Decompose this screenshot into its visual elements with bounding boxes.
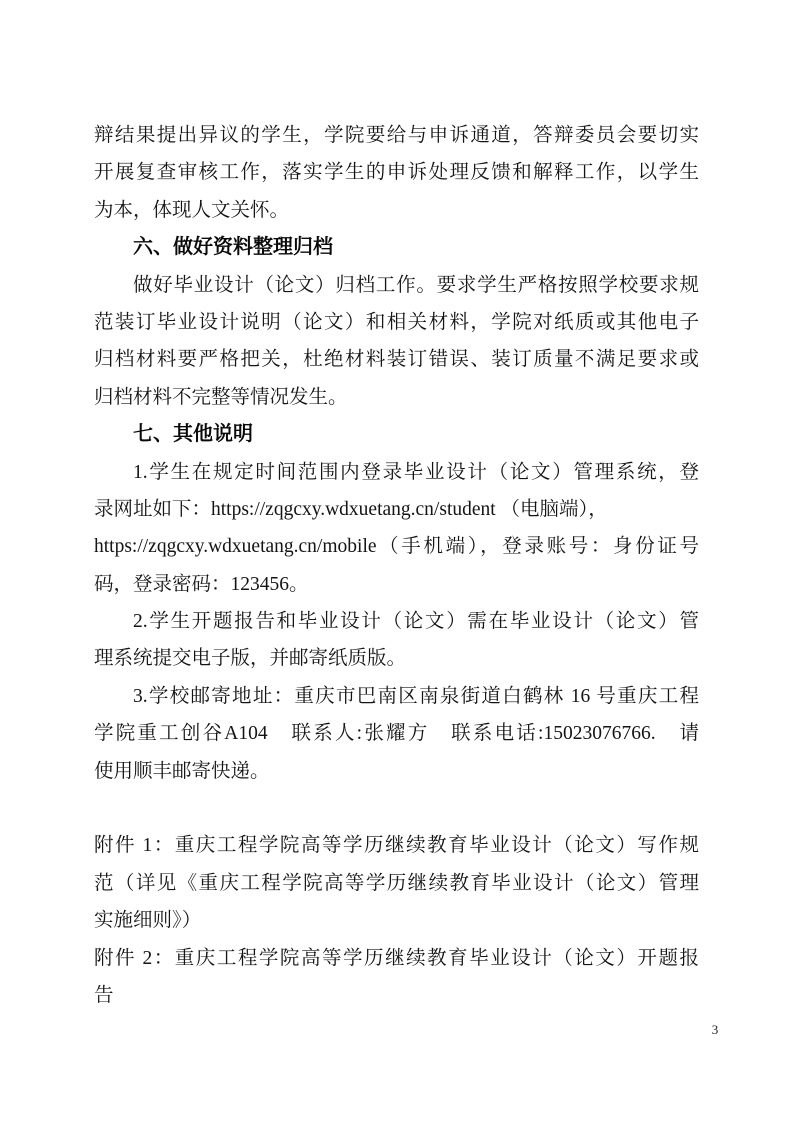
text-line: 3.学校邮寄地址：重庆市巴南区南泉街道白鹤林 16 号重庆工程 (133, 685, 699, 707)
text-line: 使用顺丰邮寄快递。 (94, 760, 270, 782)
text-line: 1.学生在规定时间范围内登录毕业设计（论文）管理系统，登 (133, 461, 699, 483)
blank-line (94, 790, 699, 827)
document-body (94, 117, 699, 1014)
text-line: 范（详见《重庆工程学院高等学历继续教育毕业设计（论文）管理 (94, 872, 699, 894)
text-line: 实施细则》） (94, 910, 202, 932)
section-heading: 七、其他说明 (133, 423, 253, 446)
text-line: 做好毕业设计（论文）归档工作。要求学生严格按照学校要求规 (133, 274, 699, 296)
section-heading: 六、做好资料整理归档 (133, 236, 333, 259)
text-line: 2.学生开题报告和毕业设计（论文）需在毕业设计（论文）管 (133, 611, 699, 633)
text-line: 辩结果提出异议的学生，学院要给与申诉通道，答辩委员会要切实 (94, 125, 699, 146)
text-line: 附件 2：重庆工程学院高等学历继续教育毕业设计（论文）开题报 (94, 947, 699, 969)
page-number: 3 (711, 1022, 719, 1037)
text-line: 范装订毕业设计说明（论文）和相关材料，学院对纸质或其他电子 (94, 311, 699, 333)
text-line: 归档材料要严格把关，杜绝材料装订错误、装订质量不满足要求或 (94, 349, 699, 371)
text-line: 告 (94, 984, 114, 1006)
text-line: 归档材料不完整等情况发生。 (94, 386, 348, 408)
text-line: 录网址如下：https://zqgcxy.wdxuetang.cn/student （电脑端）， (94, 498, 608, 520)
text-line: 为本，体现人文关怀。 (94, 199, 290, 221)
text-line: 码，登录密码：123456。 (94, 573, 309, 595)
text-line: 开展复查审核工作，落实学生的申诉处理反馈和解释工作，以学生 (94, 162, 699, 184)
text-line: 理系统提交电子版，并邮寄纸质版。 (94, 648, 407, 670)
text-line: https://zqgcxy.wdxuetang.cn/mobile（手机端），登录账号：身份证号 (94, 536, 699, 558)
text-line: 学院重工创谷A104 联系人:张耀方 联系电话:15023076766. 请 (94, 723, 699, 745)
text-line: 附件 1：重庆工程学院高等学历继续教育毕业设计（论文）写作规 (94, 835, 699, 857)
